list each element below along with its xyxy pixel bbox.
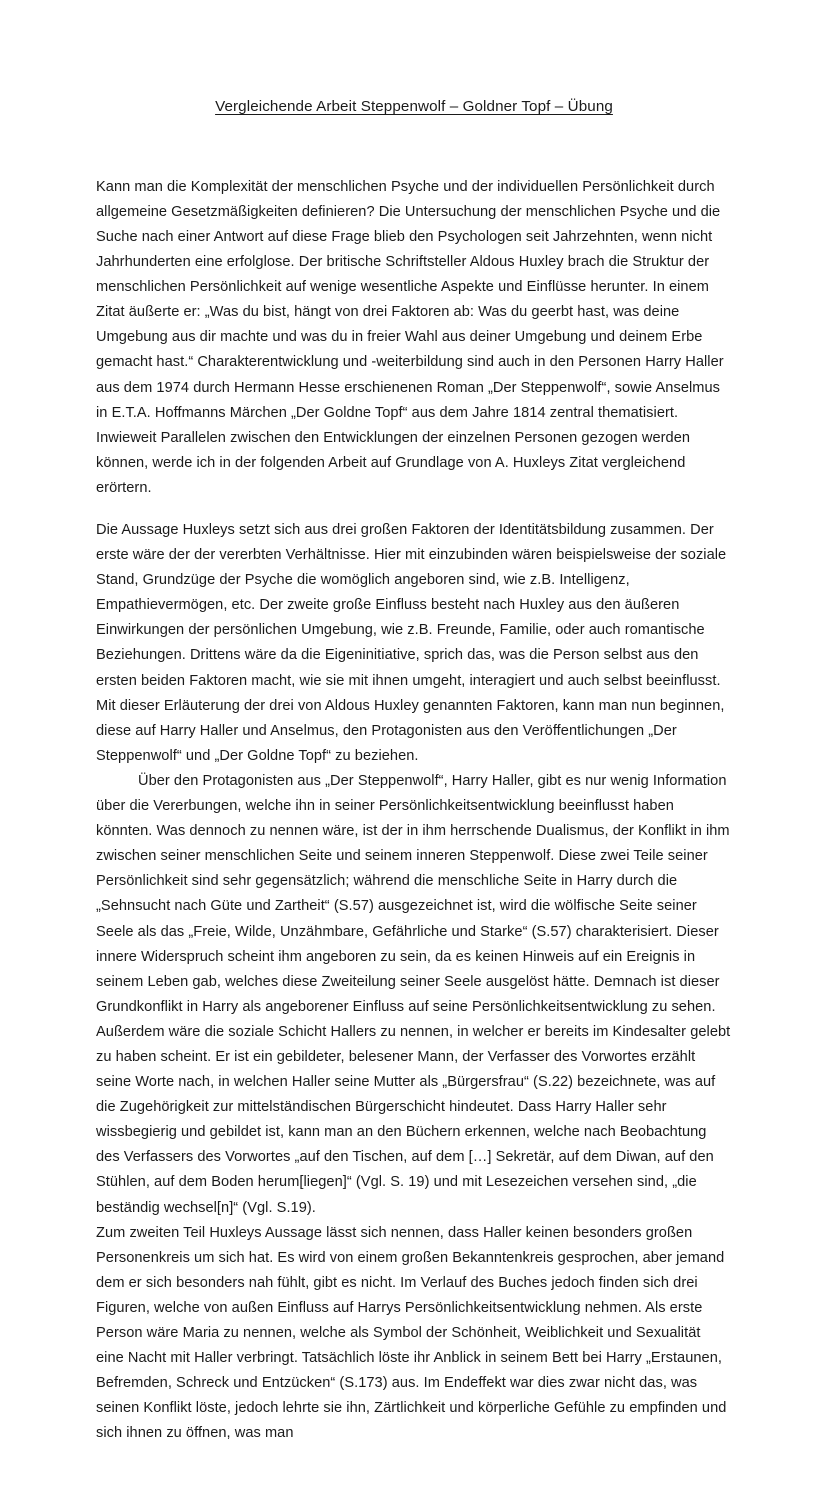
paragraph-1: Kann man die Komplexität der menschlichen Psyche und der individuellen Persönlichkeit durch allgemeine Gesetzmäßigkeiten definieren? Die Untersuchung der menschlichen Psyche und die Suche nach einer Antwort auf diese Frage blieb den Psychologen seit Jahrzehnten, wenn nicht Jahrhunderten eine erfolglose. Der britische Schriftsteller Aldous Huxley brach die Struktur der menschlichen Persönlichkeit auf wenige wesentliche Aspekte und Einflüsse herunter. In einem Zitat äußerte er: „Was du bist, hängt von drei Faktoren ab: Was du geerbt hast, was deine Umgebung aus dir machte und was du in freier Wahl aus deiner Umgebung und deinem Erbe gemacht hast.“ Charakterentwicklung und -weiterbildung sind auch in den Personen Harry Haller aus dem 1974 durch Hermann Hesse erschienenen Roman „Der Steppenwolf“, sowie Anselmus in E.T.A. Hoffmanns Märchen „Der Goldne Topf“ aus dem Jahre 1814 zentral thematisiert. Inwieweit Parallelen zwischen den Entwicklungen der einzelnen Personen gezogen werden können, werde ich in der folgenden Arbeit auf Grundlage von A. Huxleys Zitat vergleichend erörtern.: [96, 178, 728, 496]
paragraph-2: Die Aussage Huxleys setzt sich aus drei großen Faktoren der Identitätsbildung zusammen. Der erste wäre der der vererbten Verhältnisse. Hier mit einzubinden wären beispielsweise der soziale Stand, Grundzüge der Psyche die womöglich angeboren sind, wie z.B. Intelligenz, Empathievermögen, etc. Der zweite große Einfluss besteht nach Huxley aus den äußeren Einwirkungen der persönlichen Umgebung, wie z.B. Freunde, Familie, oder auch romantische Beziehungen. Drittens wäre da die Eigeninitiative, sprich das, was die Person selbst aus den ersten beiden Faktoren macht, wie sie mit ihnen umgeht, interagiert und auch selbst beeinflusst. Mit dieser Erläuterung der drei von Aldous Huxley genannten Faktoren, kann man nun beginnen, diese auf Harry Haller und Anselmus, den Protagonisten aus den Veröffentlichungen „Der Steppenwolf“ und „Der Goldne Topf“ zu beziehen.: [96, 522, 731, 764]
paragraph-3: Über den Protagonisten aus „Der Steppenwolf“, Harry Haller, gibt es nur wenig Information über die Vererbungen, welche ihn in seiner Persönlichkeitsentwicklung beeinflusst haben könnten. Was dennoch zu nennen wäre, ist der in ihm herrschende Dualismus, der Konflikt in ihm zwischen seiner menschlichen Seite und seinem inneren Steppenwolf. Diese zwei Teile seiner Persönlichkeit sind sehr gegensätzlich; während die menschliche Seite in Harry durch die „Sehnsucht nach Güte und Zartheit“ (S.57) ausgezeichnet ist, wird die wölfische Seite seiner Seele als das „Freie, Wilde, Unzähmbare, Gefährliche und Starke“ (S.57) charakterisiert. Dieser innere Widerspruch scheint ihm angeboren zu sein, da es keinen Hinweis auf ein Ereignis in seinem Leben gab, welches diese Zweiteilung seiner Seele ausgelöst hätte. Demnach ist dieser Grundkonflikt in Harry als angeborener Einfluss auf seine Persönlichkeitsentwicklung zu sehen. Außerdem wäre die soziale Schicht Hallers zu nennen, in welcher er bereits im Kindesalter gelebt zu haben scheint. Er ist ein gebildeter, belesener Mann, der Verfasser des Vorwortes erzählt seine Worte nach, in welchen Haller seine Mutter als „Bürgersfrau“ (S.22) bezeichnete, was auf die Zugehörigkeit zur mittelständischen Bürgerschicht hindeutet. Dass Harry Haller sehr wissbegierig und gebildet ist, kann man an den Büchern erkennen, welche nach Beobachtung des Verfassers des Vorwortes „auf den Tischen, auf dem […] Sekretär, auf dem Diwan, auf den Stühlen, auf dem Boden herum[liegen]“ (Vgl. S. 19) und mit Lesezeichen versehen sind, „die beständig wechsel[n]“ (Vgl. S.19).: [96, 772, 735, 1216]
paragraph-4: Zum zweiten Teil Huxleys Aussage lässt sich nennen, dass Haller keinen besonders großen Personenkreis um sich hat. Es wird von einem großen Bekanntenkreis gesprochen, aber jemand dem er sich besonders nah fühlt, gibt es nicht. Im Verlauf des Buches jedoch finden sich drei Figuren, welche von außen Einfluss auf Harrys Persönlichkeitsentwicklung nehmen. Als erste Person wäre Maria zu nennen, welche als Symbol der Schönheit, Weiblichkeit und Sexualität eine Nacht mit Haller verbringt. Tatsächlich löste ihr Anblick in seinem Bett bei Harry „Erstaunen, Befremden, Schreck und Entzücken“ (S.173) aus. Im Endeffekt war dies zwar nicht das, was seinen Konflikt löste, jedoch lehrte sie ihn, Zärtlichkeit und körperliche Gefühle zu empfinden und sich ihnen zu öffnen, was man: [96, 1224, 731, 1442]
page-title: Vergleichende Arbeit Steppenwolf – Goldner Topf – Übung: [215, 98, 613, 115]
